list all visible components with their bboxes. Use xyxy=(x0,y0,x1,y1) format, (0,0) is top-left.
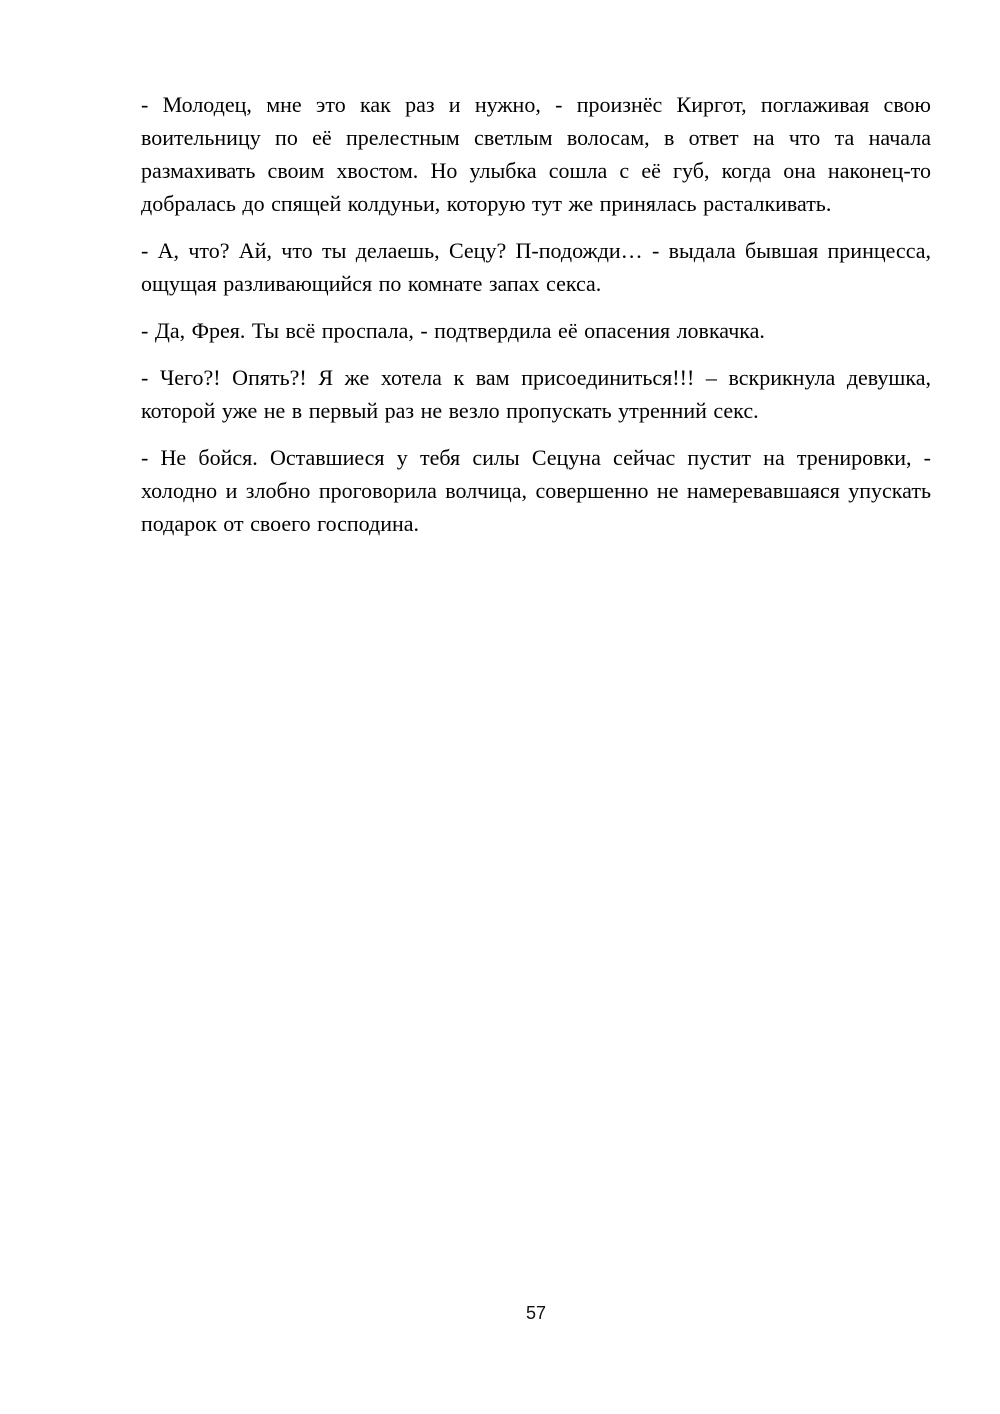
paragraph: - Молодец, мне это как раз и нужно, - произнёс Киргот, поглаживая свою воительницу по её прелестным светлым волосам, в ответ на что та начала размахивать своим хвостом. Но улыбка сошла с её губ, когда она наконец-то добралась до спящей колдуньи, которую тут же принялась расталкивать. xyxy=(141,92,931,216)
paragraph: - А, что? Ай, что ты делаешь, Сецу? П-подожди… - выдала бывшая принцесса, ощущая разливающийся по комнате запах секса. xyxy=(141,238,931,296)
text-block xyxy=(141,88,931,554)
paragraph: - Не бойся. Оставшиеся у тебя силы Сецуна сейчас пустит на тренировки, - холодно и злобно проговорила волчица, совершенно не намеревавшаяся упускать подарок от своего господина. xyxy=(141,445,931,536)
paragraph: - Да, Фрея. Ты всё проспала, - подтвердила её опасения ловкачка. xyxy=(141,318,765,343)
paragraph: - Чего?! Опять?! Я же хотела к вам присоединиться!!! – вскрикнула девушка, которой уже не в первый раз не везло пропускать утренний секс. xyxy=(141,365,931,423)
page-number: 57 xyxy=(525,1303,547,1323)
